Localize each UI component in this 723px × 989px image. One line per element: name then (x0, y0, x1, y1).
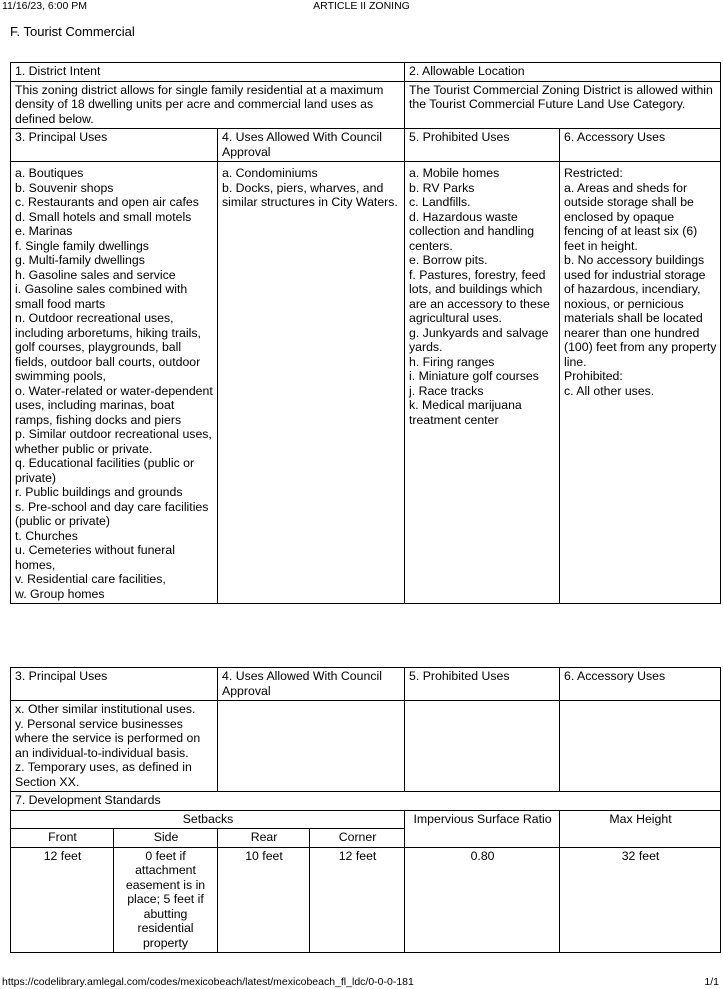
list-item: q. Educational facilities (public or private) (15, 456, 195, 485)
list-item: b. No accessory buildings used for industrial storage of hazardous, incendiary, noxious, or pernicious materials shall be located nearer than one hundred (100) feet from any property line. (564, 253, 717, 369)
list-item: b. Docks, piers, wharves, and similar structures in City Waters. (222, 180, 398, 209)
list-item: n. Outdoor recreational uses, including arboretums, hiking trails, golf courses, playgrounds, ball fields, outdoor ball courts, outdoor swimming pools, (15, 311, 201, 383)
council-uses-heading: 4. Uses Allowed With Council Approval (218, 129, 405, 162)
list-item: f. Pastures, forestry, feed lots, and buildings which are an accessory to these agricultural uses. (409, 267, 550, 325)
list-item: o. Water-related or water-dependent uses, including marinas, boat ramps, fishing docks and piers (15, 383, 213, 427)
district-intent-heading: 1. District Intent (11, 63, 405, 82)
list-item: g. Junkyards and salvage yards. (409, 325, 549, 354)
list-item: c. Landfills. (409, 195, 471, 209)
list-item: t. Churches (15, 528, 78, 543)
allowable-location-text: The Tourist Commercial Zoning District is allowed within the Tourist Commercial Future Land Use Category. (405, 81, 721, 129)
list-item: Prohibited: (564, 369, 623, 383)
principal-uses-cell (11, 701, 218, 792)
list-item: e. Marinas (15, 224, 73, 238)
list-item: d. Small hotels and small motels (15, 209, 192, 224)
list-item: i. Gasoline sales combined with small food marts (15, 282, 188, 311)
prohibited-uses-list (409, 166, 556, 427)
list-item: e. Borrow pits. (409, 253, 488, 267)
accessory-uses-heading: 6. Accessory Uses (560, 129, 721, 162)
council-uses-cell (218, 701, 405, 792)
list-item: d. Hazardous waste collection and handling centers. (409, 209, 535, 253)
principal-uses-list (15, 702, 214, 789)
principal-uses-heading: 3. Principal Uses (11, 668, 218, 701)
accessory-uses-cell (560, 701, 721, 792)
district-intent-text: This zoning district allows for single family residential at a maximum density of 18 dwelling units per acre and commercial land uses as defined below. (11, 81, 405, 129)
side-label: Side (114, 829, 218, 848)
section-title: F. Tourist Commercial (10, 24, 135, 39)
list-item: s. Pre-school and day care facilities (public or private) (15, 499, 209, 528)
list-item: r. Public buildings and grounds (15, 485, 183, 499)
corner-setback-value: 12 feet (310, 847, 405, 953)
rear-setback-value: 10 feet (218, 847, 310, 953)
list-item: a. Areas and sheds for outside storage shall be enclosed by opaque fencing of at least six (6) feet in height. (564, 180, 698, 253)
impervious-surface-value: 0.80 (405, 847, 560, 953)
list-item: a. Mobile homes (409, 166, 500, 180)
council-uses-list (222, 166, 401, 210)
council-uses-heading: 4. Uses Allowed With Council Approval (218, 668, 405, 701)
list-item: u. Cemeteries without funeral homes, (15, 543, 175, 572)
list-item: h. Firing ranges (409, 354, 495, 369)
impervious-surface-label: Impervious Surface Ratio (405, 810, 560, 847)
accessory-uses-cell (560, 162, 721, 604)
side-setback-value: 0 feet if attachment easement is in place; 5 feet if abutting residential property (114, 847, 218, 953)
list-item: b. Souvenir shops (15, 180, 114, 195)
allowable-location-heading: 2. Allowable Location (405, 63, 721, 82)
list-item: p. Similar outdoor recreational uses, whether public or private. (15, 427, 212, 456)
zoning-table-2 (10, 667, 721, 953)
print-datetime: 11/16/23, 6:00 PM (2, 0, 88, 12)
list-item: i. Miniature golf courses (409, 369, 539, 383)
list-item: c. All other uses. (564, 383, 655, 398)
principal-uses-heading: 3. Principal Uses (11, 129, 218, 162)
principal-uses-cell (11, 162, 218, 604)
list-item: f. Single family dwellings (15, 238, 149, 253)
list-item: y. Personal service businesses where the service is performed on an individual-to-individual basis. (15, 716, 201, 760)
list-item: j. Race tracks (409, 383, 484, 398)
list-item: k. Medical marijuana treatment center (409, 398, 522, 427)
list-item: b. RV Parks (409, 180, 475, 195)
print-footer-url: https://codelibrary.amlegal.com/codes/mexicobeach/latest/mexicobeach_fl_ldc/0-0-0-181 (2, 976, 414, 988)
rear-label: Rear (218, 829, 310, 848)
prohibited-uses-heading: 5. Prohibited Uses (405, 668, 560, 701)
max-height-value: 32 feet (560, 847, 721, 953)
list-item: a. Boutiques (15, 166, 84, 180)
list-item: h. Gasoline sales and service (15, 267, 176, 282)
list-item: x. Other similar institutional uses. (15, 702, 196, 716)
list-item: c. Restaurants and open air cafes (15, 195, 199, 209)
development-standards-heading: 7. Development Standards (11, 792, 721, 811)
list-item: g. Multi-family dwellings (15, 253, 145, 267)
print-header-title: ARTICLE II ZONING (313, 0, 410, 12)
list-item: w. Group homes (15, 586, 105, 601)
zoning-table-1 (10, 62, 721, 604)
list-item: z. Temporary uses, as defined in Section XX. (15, 760, 192, 789)
prohibited-uses-cell (405, 701, 560, 792)
principal-uses-list (15, 166, 214, 601)
accessory-uses-list (564, 166, 717, 398)
max-height-label: Max Height (560, 810, 721, 847)
setbacks-label: Setbacks (11, 810, 405, 829)
list-item: a. Condominiums (222, 166, 318, 180)
list-item: Restricted: (564, 166, 623, 180)
list-item: v. Residential care facilities, (15, 572, 166, 586)
prohibited-uses-cell (405, 162, 560, 604)
front-setback-value: 12 feet (11, 847, 114, 953)
front-label: Front (11, 829, 114, 848)
corner-label: Corner (310, 829, 405, 848)
accessory-uses-heading: 6. Accessory Uses (560, 668, 721, 701)
council-uses-cell (218, 162, 405, 604)
prohibited-uses-heading: 5. Prohibited Uses (405, 129, 560, 162)
print-page-number: 1/1 (704, 976, 719, 988)
